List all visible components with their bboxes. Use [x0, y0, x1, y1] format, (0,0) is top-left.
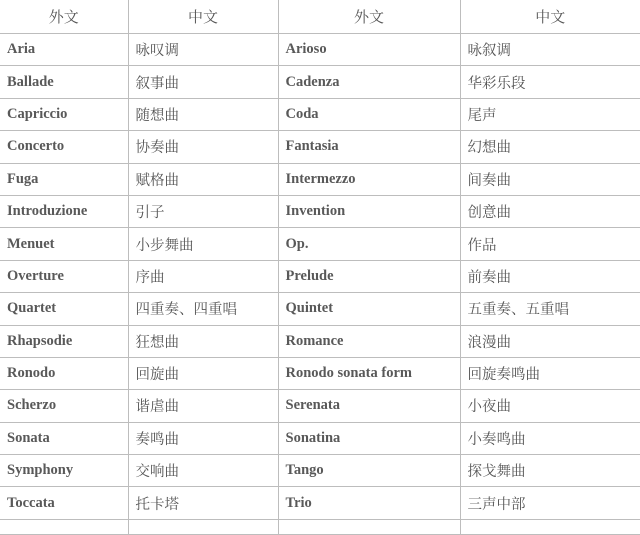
term-foreign: Coda: [278, 98, 460, 130]
table-row: [0, 34, 640, 66]
term-foreign: Aria: [0, 34, 128, 66]
table-row-cut-off: [0, 519, 640, 534]
term-chinese: 探戈舞曲: [460, 455, 640, 487]
term-foreign: Romance: [278, 325, 460, 357]
term-chinese: 奏鸣曲: [128, 422, 278, 454]
table-row: [0, 131, 640, 163]
table-row: [0, 195, 640, 227]
table-header-row: [0, 0, 640, 34]
term-chinese: 浪漫曲: [460, 325, 640, 357]
term-foreign: Introduzione: [0, 195, 128, 227]
term-chinese: 小步舞曲: [128, 228, 278, 260]
table-row: [0, 422, 640, 454]
term-chinese: 前奏曲: [460, 260, 640, 292]
term-chinese: 幻想曲: [460, 131, 640, 163]
term-chinese: 咏叙调: [460, 34, 640, 66]
table-row: [0, 487, 640, 519]
term-chinese: 托卡塔: [128, 487, 278, 519]
header-chinese-1: 中文: [128, 0, 278, 34]
term-chinese: 叙事曲: [128, 66, 278, 98]
table-row: [0, 390, 640, 422]
term-foreign: Quartet: [0, 293, 128, 325]
term-chinese: 五重奏、五重唱: [460, 293, 640, 325]
term-chinese: 三声中部: [460, 487, 640, 519]
term-chinese: 回旋曲: [128, 357, 278, 389]
empty-cell: [278, 519, 460, 534]
term-chinese: 狂想曲: [128, 325, 278, 357]
term-foreign: Rhapsodie: [0, 325, 128, 357]
term-chinese: 回旋奏鸣曲: [460, 357, 640, 389]
term-foreign: Concerto: [0, 131, 128, 163]
term-foreign: Quintet: [278, 293, 460, 325]
term-chinese: 引子: [128, 195, 278, 227]
table-row: [0, 66, 640, 98]
term-chinese: 小奏鸣曲: [460, 422, 640, 454]
table-row: [0, 260, 640, 292]
term-chinese: 咏叹调: [128, 34, 278, 66]
term-foreign: Ronodo sonata form: [278, 357, 460, 389]
term-foreign: Tango: [278, 455, 460, 487]
table-row: [0, 228, 640, 260]
term-foreign: Serenata: [278, 390, 460, 422]
term-chinese: 赋格曲: [128, 163, 278, 195]
term-foreign: Symphony: [0, 455, 128, 487]
term-foreign: Op.: [278, 228, 460, 260]
term-foreign: Prelude: [278, 260, 460, 292]
term-foreign: Menuet: [0, 228, 128, 260]
term-chinese: 作品: [460, 228, 640, 260]
term-foreign: Trio: [278, 487, 460, 519]
header-foreign-2: 外文: [278, 0, 460, 34]
term-chinese: 创意曲: [460, 195, 640, 227]
term-foreign: Invention: [278, 195, 460, 227]
term-chinese: 序曲: [128, 260, 278, 292]
empty-cell: [460, 519, 640, 534]
term-foreign: Sonata: [0, 422, 128, 454]
term-foreign: Ballade: [0, 66, 128, 98]
term-chinese: 华彩乐段: [460, 66, 640, 98]
header-foreign-1: 外文: [0, 0, 128, 34]
term-chinese: 交响曲: [128, 455, 278, 487]
term-foreign: Overture: [0, 260, 128, 292]
table-row: [0, 293, 640, 325]
table-row: [0, 325, 640, 357]
table-row: [0, 357, 640, 389]
term-foreign: Ronodo: [0, 357, 128, 389]
empty-cell: [0, 519, 128, 534]
term-chinese: 协奏曲: [128, 131, 278, 163]
term-foreign: Fuga: [0, 163, 128, 195]
table-row: [0, 98, 640, 130]
term-foreign: Sonatina: [278, 422, 460, 454]
term-chinese: 随想曲: [128, 98, 278, 130]
term-foreign: Fantasia: [278, 131, 460, 163]
term-chinese: 小夜曲: [460, 390, 640, 422]
term-foreign: Toccata: [0, 487, 128, 519]
term-foreign: Intermezzo: [278, 163, 460, 195]
header-chinese-2: 中文: [460, 0, 640, 34]
empty-cell: [128, 519, 278, 534]
term-foreign: Capriccio: [0, 98, 128, 130]
term-chinese: 谐虐曲: [128, 390, 278, 422]
term-foreign: Cadenza: [278, 66, 460, 98]
term-chinese: 尾声: [460, 98, 640, 130]
term-foreign: Arioso: [278, 34, 460, 66]
term-chinese: 间奏曲: [460, 163, 640, 195]
table-row: [0, 455, 640, 487]
term-chinese: 四重奏、四重唱: [128, 293, 278, 325]
term-foreign: Scherzo: [0, 390, 128, 422]
table-row: [0, 163, 640, 195]
